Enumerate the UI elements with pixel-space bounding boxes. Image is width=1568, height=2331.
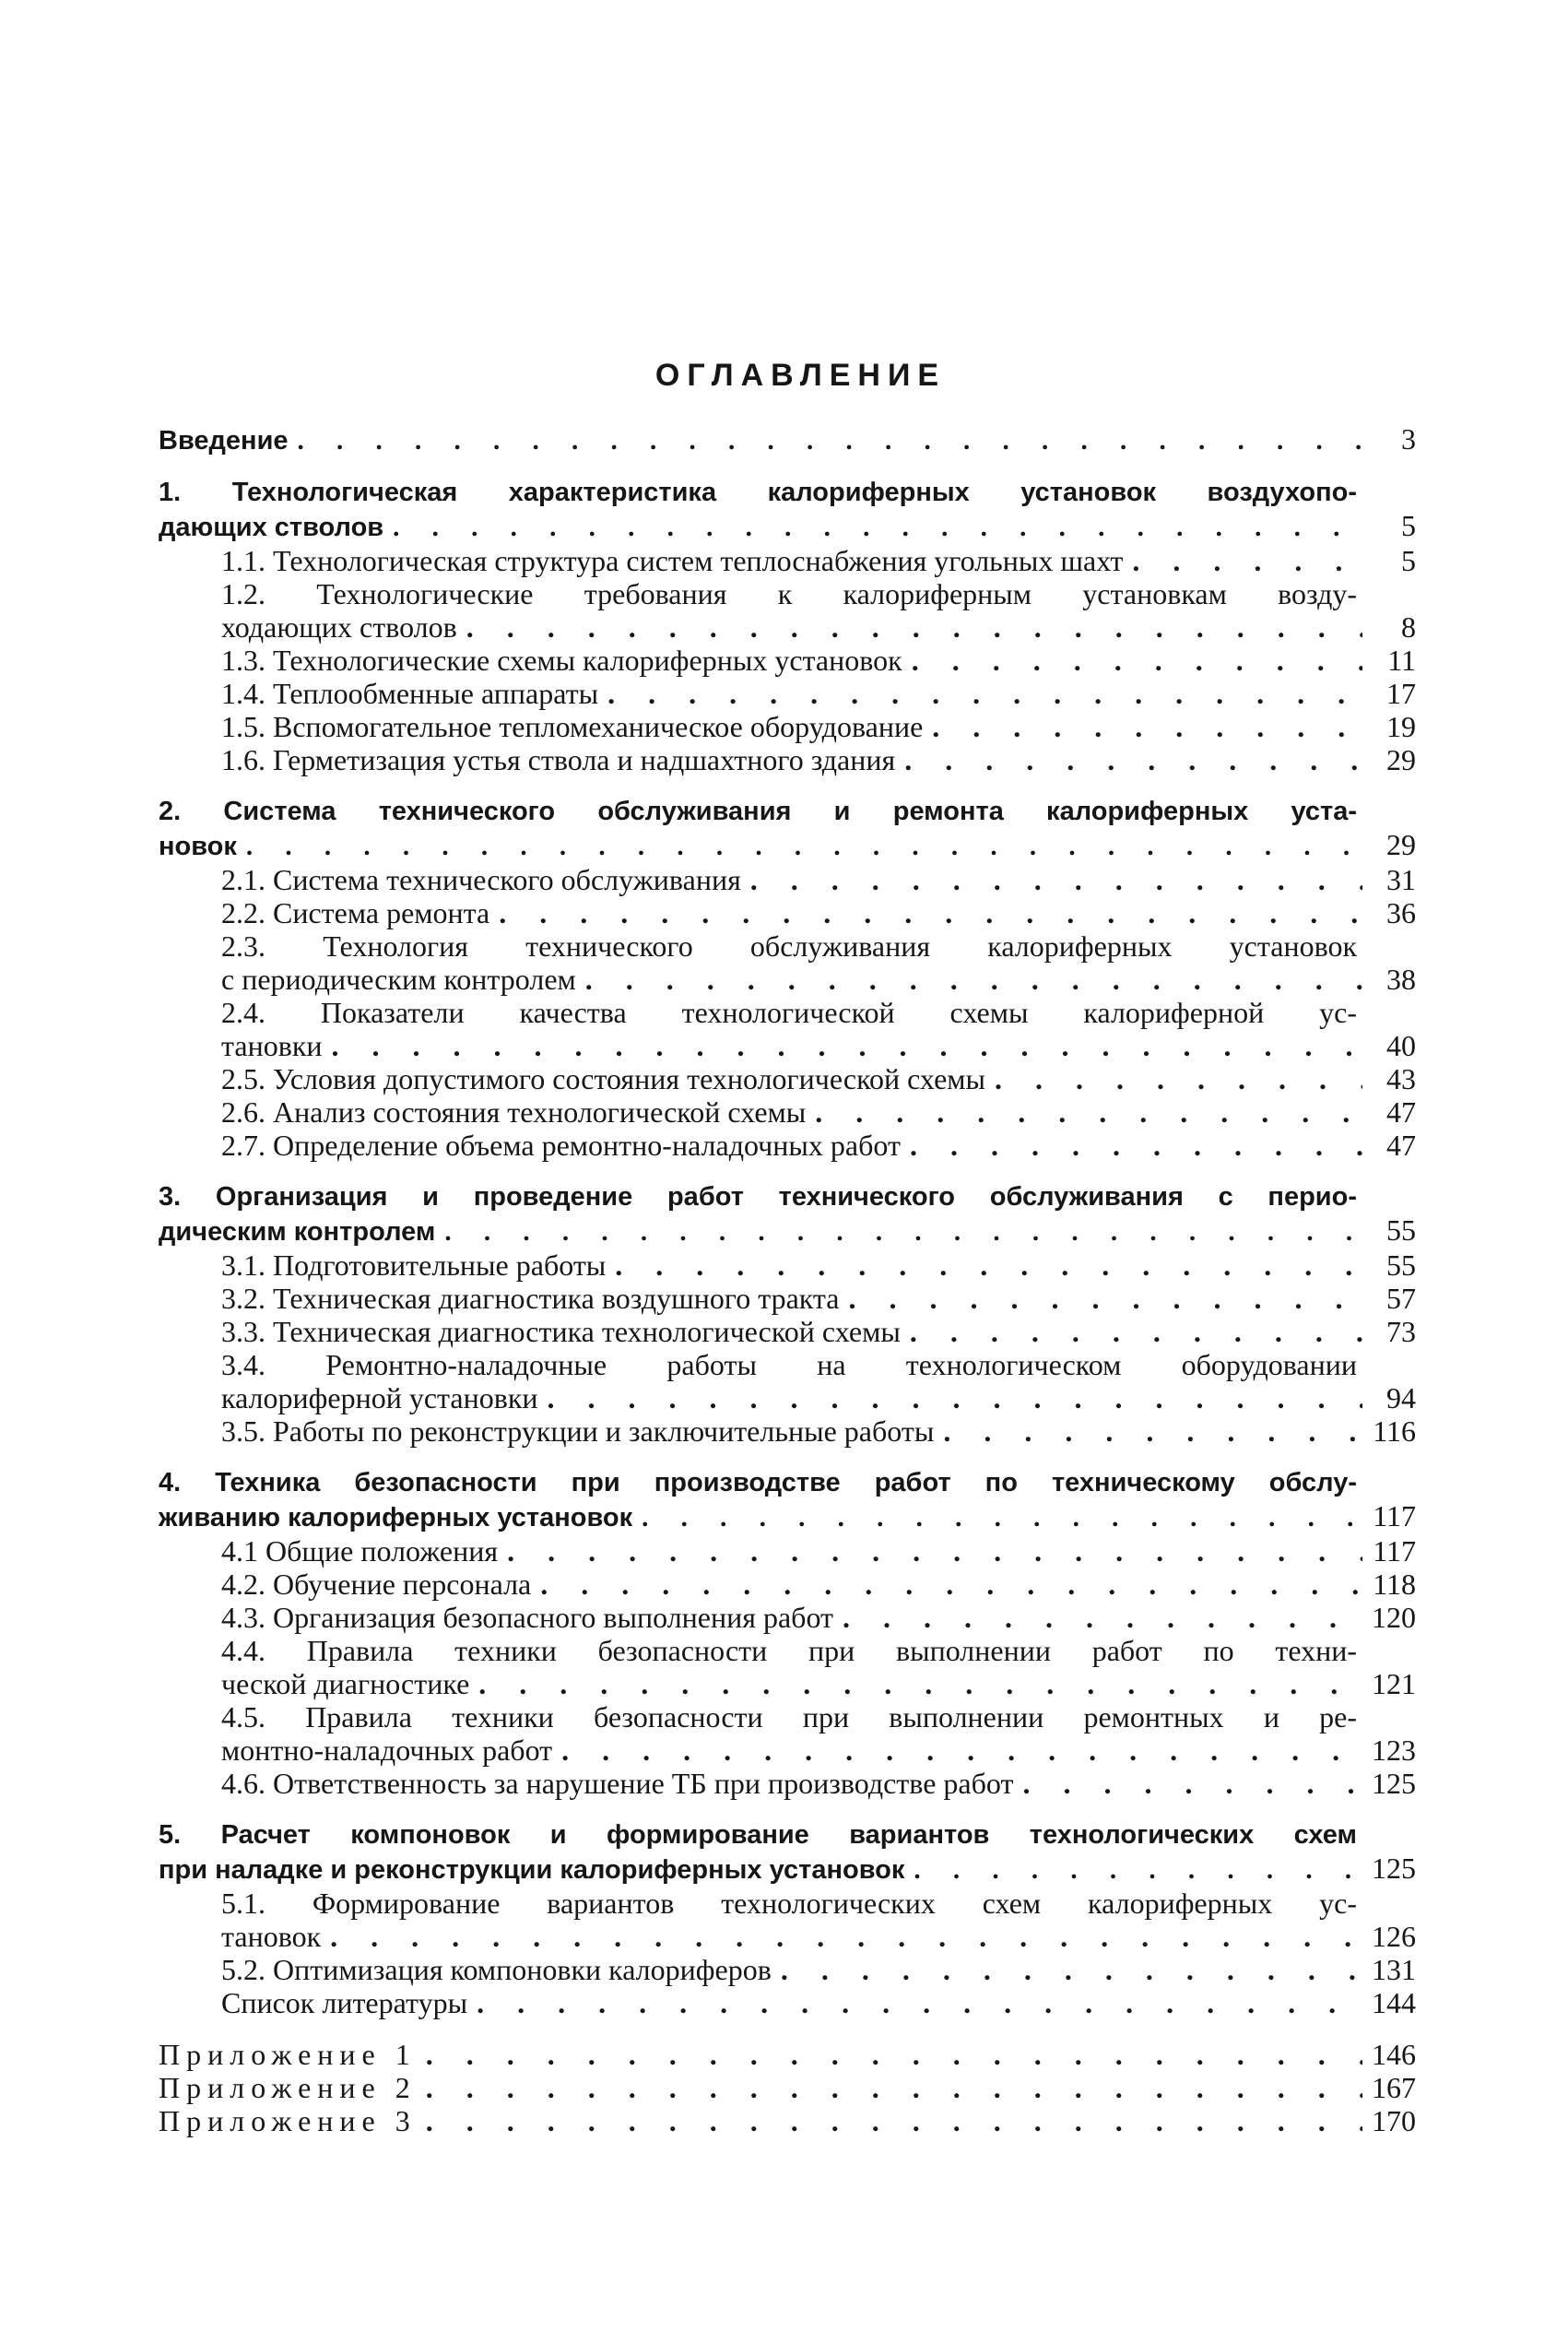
page-number: 126	[1372, 1920, 1416, 1953]
toc-entry-text: 4.4. Правила техники безопасности при выполнении работ по техни-	[221, 1634, 1357, 1667]
toc-entry-text: 4. Техника безопасности при производстве работ по техническому обслу-	[159, 1468, 1357, 1497]
toc-entry-text: Список литературы	[221, 1986, 468, 2019]
toc-entry-text: ческой диагностике	[221, 1667, 470, 1700]
dot-leader	[910, 1315, 1362, 1348]
dot-leader	[426, 2104, 1362, 2137]
toc-entry-text: 2.6. Анализ состояния технологической схемы	[221, 1095, 807, 1129]
toc-entry-text: 5. Расчет компоновок и формирование вариантов технологических схем	[159, 1820, 1357, 1850]
page-number: 55	[1386, 1213, 1416, 1247]
toc-entry-text: 1.6. Герметизация устья ствола и надшахтного здания	[221, 743, 896, 776]
toc-entry-text: Приложение 1	[159, 2038, 417, 2071]
toc-chapter-entry	[159, 1180, 1416, 1248]
toc-entry-text: 4.5. Правила техники безопасности при выполнении ремонтных и ре-	[221, 1700, 1357, 1733]
dot-leader	[444, 1215, 1362, 1248]
dot-leader	[499, 896, 1362, 929]
dot-leader	[607, 677, 1362, 710]
dot-leader	[848, 1282, 1362, 1315]
dot-leader	[750, 863, 1362, 896]
dot-leader	[561, 1733, 1362, 1767]
dot-leader	[815, 1095, 1362, 1129]
toc-entry-text: 2.2. Система ремонта	[221, 896, 490, 929]
toc-entry-text: 4.2. Обучение персонала	[221, 1568, 532, 1601]
dot-leader	[943, 1414, 1362, 1448]
toc-appendix-entry	[159, 2038, 1416, 2071]
toc-entry-text: 3.2. Техническая диагностика воздушного тракта	[221, 1282, 840, 1315]
page-number: 5	[1401, 544, 1416, 577]
dot-leader	[507, 1534, 1362, 1568]
toc-entry-text: 4.3. Организация безопасного выполнения работ	[221, 1601, 834, 1634]
page-number: 8	[1401, 610, 1416, 644]
page-number: 120	[1372, 1601, 1416, 1634]
page-number: 47	[1386, 1129, 1416, 1162]
dot-leader	[910, 1129, 1362, 1162]
page-number: 43	[1386, 1062, 1416, 1095]
toc-entry-text: новок	[159, 832, 237, 861]
page-number: 47	[1386, 1095, 1416, 1129]
page-number: 3	[1401, 422, 1416, 456]
dot-leader	[912, 644, 1362, 677]
toc-entry-text: 3.1. Подготовительные работы	[221, 1248, 607, 1282]
toc-section-entry	[159, 896, 1416, 929]
table-of-contents	[159, 422, 1416, 2137]
toc-entry-text: Введение	[159, 426, 289, 456]
toc-chapter-entry	[159, 1466, 1416, 1534]
toc-entry-text: дающих стволов	[159, 513, 384, 542]
toc-section-entry	[159, 1986, 1416, 2019]
toc-entry-text: 5.2. Оптимизация компоновки калориферов	[221, 1953, 772, 1986]
page-number: 31	[1386, 863, 1416, 896]
dot-leader	[781, 1953, 1362, 1986]
toc-entry-text: 1.3. Технологические схемы калориферных установок	[221, 644, 902, 677]
page-number: 131	[1372, 1953, 1416, 1986]
toc-section-entry	[159, 1315, 1416, 1348]
toc-entry-text: 2. Система технического обслуживания и ремонта калориферных уста-	[159, 797, 1357, 826]
toc-entry-text: с периодическим контролем	[221, 963, 576, 996]
toc-entry-text: 1. Технологическая характеристика калориферных установок воздухопо-	[159, 478, 1357, 507]
page-number: 40	[1386, 1029, 1416, 1062]
page-number: 11	[1387, 644, 1416, 677]
page-number: 36	[1386, 896, 1416, 929]
page-number: 73	[1386, 1315, 1416, 1348]
toc-section-entry	[159, 1953, 1416, 1986]
toc-section-entry	[159, 996, 1416, 1062]
page-number: 57	[1386, 1282, 1416, 1315]
dot-leader	[466, 610, 1362, 644]
dot-leader	[298, 424, 1362, 457]
toc-section-entry	[159, 544, 1416, 577]
page-number: 170	[1372, 2104, 1416, 2137]
toc-chapter-entry	[159, 795, 1416, 863]
toc-entry-text: 2.4. Показатели качества технологической схемы калориферной ус-	[221, 996, 1357, 1029]
toc-section-entry	[159, 710, 1416, 743]
dot-leader	[477, 1986, 1362, 2019]
toc-entry-text: 3.3. Техническая диагностика технологической схемы	[221, 1315, 901, 1348]
page-number: 5	[1401, 509, 1416, 542]
toc-entry-text: 1.1. Технологическая структура систем теплоснабжения угольных шахт	[221, 544, 1124, 577]
page-number: 117	[1373, 1499, 1416, 1532]
toc-entry-text: калориферной установки	[221, 1381, 538, 1414]
dot-leader	[331, 1029, 1362, 1062]
page-number: 146	[1372, 2038, 1416, 2071]
toc-entry-text: 1.4. Теплообменные аппараты	[221, 677, 599, 710]
toc-section-entry	[159, 1348, 1416, 1414]
toc-entry-text: 3.5. Работы по реконструкции и заключительные работы	[221, 1414, 935, 1448]
toc-entry-text: 2.3. Технология технического обслуживания калориферных установок	[221, 929, 1357, 963]
toc-section-entry	[159, 1534, 1416, 1568]
toc-entry-text: тановок	[221, 1920, 322, 1953]
toc-section-entry	[159, 743, 1416, 776]
toc-section-entry	[159, 1634, 1416, 1700]
toc-entry-text: живанию калориферных установок	[159, 1503, 633, 1532]
toc-section-entry	[159, 644, 1416, 677]
dot-leader	[914, 1853, 1362, 1887]
toc-chapter-entry	[159, 1818, 1416, 1887]
page-number: 55	[1386, 1248, 1416, 1282]
toc-entry-text: 1.2. Технологические требования к калориферным установкам возду-	[221, 577, 1357, 610]
page-number: 125	[1372, 1767, 1416, 1800]
toc-section-entry	[159, 1767, 1416, 1800]
dot-leader	[642, 1501, 1362, 1534]
dot-leader	[426, 2038, 1362, 2071]
toc-entry-text: 5.1. Формирование вариантов технологических схем калориферных ус-	[221, 1887, 1357, 1920]
page-number: 123	[1372, 1733, 1416, 1767]
page-number: 116	[1373, 1414, 1416, 1448]
toc-entry-text: 2.1. Система технического обслуживания	[221, 863, 741, 896]
dot-leader	[585, 963, 1362, 996]
toc-entry-text: ходающих стволов	[221, 610, 457, 644]
dot-leader	[548, 1381, 1362, 1414]
toc-entry-text: 4.1 Общие положения	[221, 1534, 499, 1568]
dot-leader	[246, 830, 1362, 863]
page-number: 17	[1386, 677, 1416, 710]
dot-leader	[932, 710, 1362, 743]
dot-leader	[615, 1248, 1362, 1282]
toc-appendix-entry	[159, 2104, 1416, 2137]
toc-chapter-entry	[159, 476, 1416, 544]
toc-entry-text: при наладке и реконструкции калориферных установок	[159, 1855, 905, 1885]
toc-section-entry	[159, 1700, 1416, 1767]
page-number: 29	[1386, 743, 1416, 776]
toc-section-entry	[159, 1282, 1416, 1315]
toc-entry-text: тановки	[221, 1029, 323, 1062]
page-number: 19	[1386, 710, 1416, 743]
toc-section-entry	[159, 1095, 1416, 1129]
dot-leader	[426, 2071, 1362, 2104]
toc-section-entry	[159, 863, 1416, 896]
page-number: 118	[1373, 1568, 1416, 1601]
dot-leader	[540, 1568, 1362, 1601]
toc-section-entry	[159, 1062, 1416, 1095]
page-number: 167	[1372, 2071, 1416, 2104]
toc-section-entry	[159, 1129, 1416, 1162]
page-number: 94	[1386, 1381, 1416, 1414]
toc-section-entry	[159, 677, 1416, 710]
dot-leader	[478, 1667, 1362, 1700]
toc-section-entry	[159, 1414, 1416, 1448]
page-number: 121	[1372, 1667, 1416, 1700]
toc-section-entry	[159, 1601, 1416, 1634]
toc-entry-text: 2.5. Условия допустимого состояния технологической схемы	[221, 1062, 986, 1095]
page-number: 125	[1372, 1852, 1416, 1885]
toc-entry-text: 2.7. Определение объема ремонтно-наладочных работ	[221, 1129, 901, 1162]
dot-leader	[904, 743, 1362, 776]
toc-section-entry	[159, 577, 1416, 644]
toc-entry-text: 3. Организация и проведение работ технического обслуживания с перио-	[159, 1182, 1357, 1212]
page-number: 117	[1373, 1534, 1416, 1568]
dot-leader	[1132, 544, 1362, 577]
toc-section-entry	[159, 929, 1416, 996]
toc-entry-text: Приложение 3	[159, 2104, 417, 2137]
page-number: 144	[1372, 1986, 1416, 2019]
toc-entry-text: дическим контролем	[159, 1217, 436, 1247]
toc-appendix-entry	[159, 2071, 1416, 2104]
toc-entry-text: 4.6. Ответственность за нарушение ТБ при производстве работ	[221, 1767, 1014, 1800]
page-number: 29	[1386, 828, 1416, 861]
dot-leader	[995, 1062, 1362, 1095]
toc-section-entry	[159, 1887, 1416, 1953]
toc-entry-text: монтно-наладочных работ	[221, 1733, 553, 1767]
page-number: 38	[1386, 963, 1416, 996]
toc-chapter-entry	[159, 422, 1416, 457]
toc-entry-text: 1.5. Вспомогательное тепломеханическое оборудование	[221, 710, 924, 743]
toc-section-entry	[159, 1568, 1416, 1601]
toc-section-entry	[159, 1248, 1416, 1282]
toc-entry-text: 3.4. Ремонтно-наладочные работы на технологическом оборудовании	[221, 1348, 1357, 1381]
page-title: ОГЛАВЛЕНИЕ	[654, 358, 947, 393]
dot-leader	[330, 1920, 1362, 1953]
dot-leader	[393, 511, 1362, 544]
dot-leader	[1022, 1767, 1362, 1800]
toc-entry-text: Приложение 2	[159, 2071, 417, 2104]
dot-leader	[843, 1601, 1362, 1634]
